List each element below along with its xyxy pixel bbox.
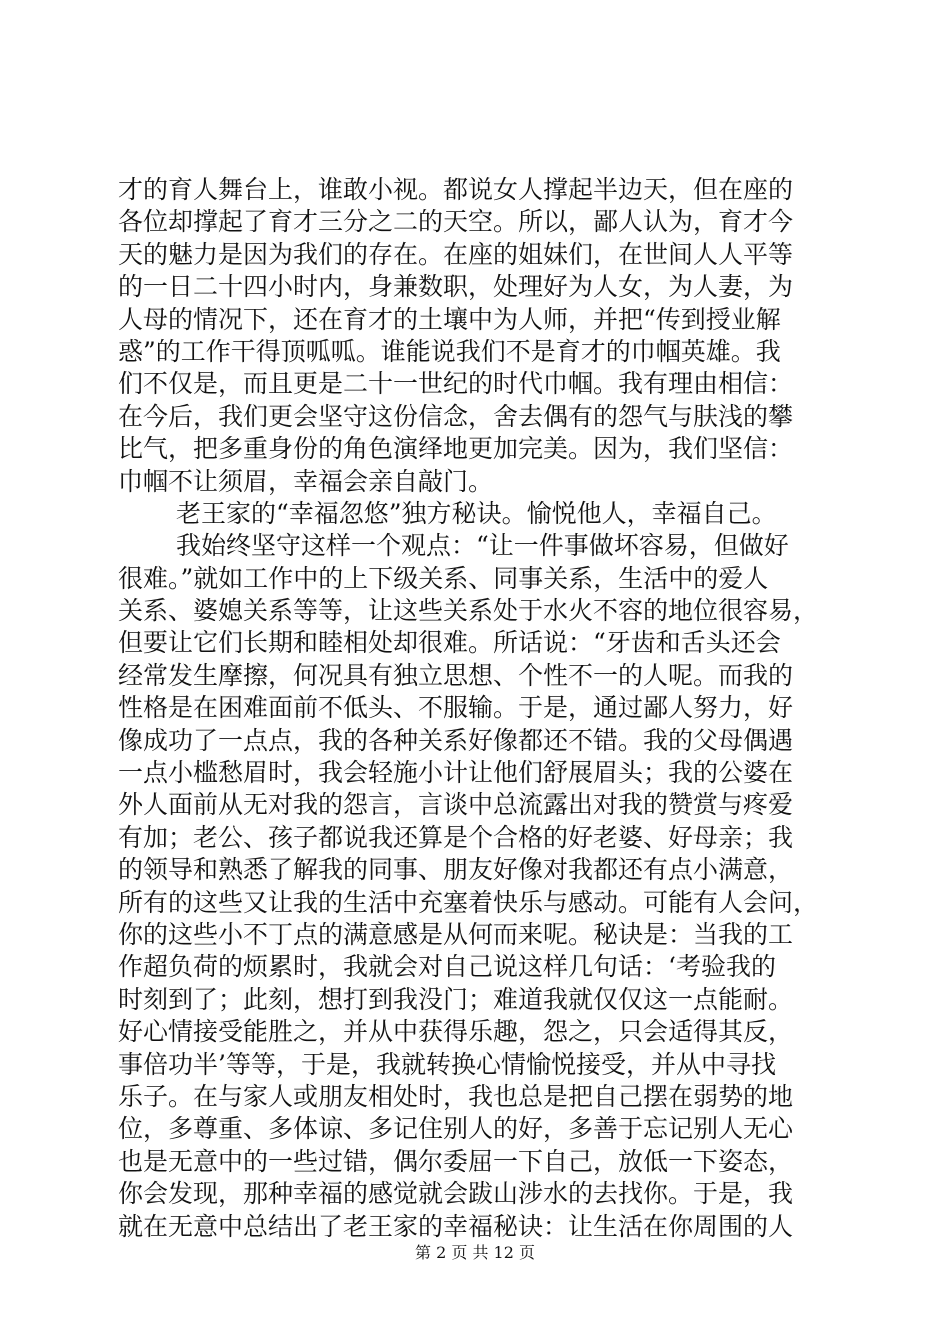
text-line: 各位却撑起了育才三分之二的天空。所以，鄙人认为，育才今 — [118, 207, 794, 237]
text-line: 们不仅是，而且更是二十一世纪的时代巾帼。我有理由相信： — [118, 369, 794, 399]
text-line: 我始终坚守这样一个观点：“让一件事做坏容易，但做好 — [176, 531, 789, 561]
page-footer: 第 2 页 共 12 页 — [415, 1243, 535, 1262]
text-line: 比气，把多重身份的角色演绎地更加完美。因为，我们坚信： — [118, 434, 794, 464]
text-line: 一点小槛愁眉时，我会轻施小计让他们舒展眉头；我的公婆在 — [118, 758, 794, 788]
text-line: 在今后，我们更会坚守这份信念，舍去偶有的怨气与肤浅的攀 — [118, 401, 794, 431]
text-line: 人母的情况下，还在育才的土壤中为人师，并把“传到授业解 — [118, 304, 781, 334]
text-line: 所有的这些又让我的生活中充塞着快乐与感动。可能有人会问， — [118, 887, 819, 917]
text-line: 性格是在困难面前不低头、不服输。于是，通过鄙人努力，好 — [118, 693, 794, 723]
text-line: 乐子。在与家人或朋友相处时，我也总是把自己摆在弱势的地 — [118, 1081, 794, 1111]
text-line: 像成功了一点点，我的各种关系好像都还不错。我的父母偶遇 — [118, 725, 794, 755]
text-line: 时刻到了；此刻，想打到我没门；难道我就仅仅这一点能耐。 — [118, 984, 794, 1014]
text-line: 的领导和熟悉了解我的同事、朋友好像对我都还有点小满意， — [118, 855, 794, 885]
text-line: 老王家的“幸福忽悠”独方秘诀。愉悦他人，幸福自己。 — [176, 498, 777, 528]
text-line: 好心情接受能胜之，并从中获得乐趣，怨之，只会适得其反， — [118, 1017, 794, 1047]
body-text — [118, 174, 838, 1243]
text-line: 巾帼不让须眉，幸福会亲自敲门。 — [118, 466, 494, 496]
text-line: 关系、婆媳关系等等，让这些关系处于水火不容的地位很容易， — [118, 596, 819, 626]
text-line: 很难。”就如工作中的上下级关系、同事关系，生活中的爱人 — [118, 563, 769, 593]
text-line: 就在无意中总结出了老王家的幸福秘诀：让生活在你周围的人 — [118, 1211, 794, 1241]
text-line: 外人面前从无对我的怨言，言谈中总流露出对我的赞赏与疼爱 — [118, 790, 794, 820]
text-line: 经常发生摩擦，何况具有独立思想、个性不一的人呢。而我的 — [118, 660, 794, 690]
text-line: 也是无意中的一些过错，偶尔委屈一下自己，放低一下姿态， — [118, 1146, 794, 1176]
text-line: 的一日二十四小时内，身兼数职，处理好为人女，为人妻，为 — [118, 272, 794, 302]
text-line: 才的育人舞台上，谁敢小视。都说女人撑起半边天，但在座的 — [118, 175, 794, 204]
text-line: 但要让它们长期和睦相处却很难。所话说：“牙齿和舌头还会 — [118, 628, 781, 658]
text-line: 你会发现，那种幸福的感觉就会跋山涉水的去找你。于是，我 — [118, 1179, 794, 1209]
text-line: 惑”的工作干得顶呱呱。谁能说我们不是育才的巾帼英雄。我 — [118, 336, 781, 366]
text-line: 天的魅力是因为我们的存在。在座的姐妹们，在世间人人平等 — [118, 239, 794, 269]
text-line: 有加；老公、孩子都说我还算是个合格的好老婆、好母亲；我 — [118, 822, 794, 852]
text-line: 作超负荷的烦累时，我就会对自己说这样几句话：‘考验我的 — [118, 952, 776, 982]
text-line: 事倍功半’等等，于是，我就转换心情愉悦接受，并从中寻找 — [118, 1049, 776, 1079]
text-line: 位，多尊重、多体谅、多记住别人的好，多善于忘记别人无心 — [118, 1114, 794, 1144]
text-line: 你的这些小不丁点的满意感是从何而来呢。秘诀是：当我的工 — [118, 919, 794, 949]
